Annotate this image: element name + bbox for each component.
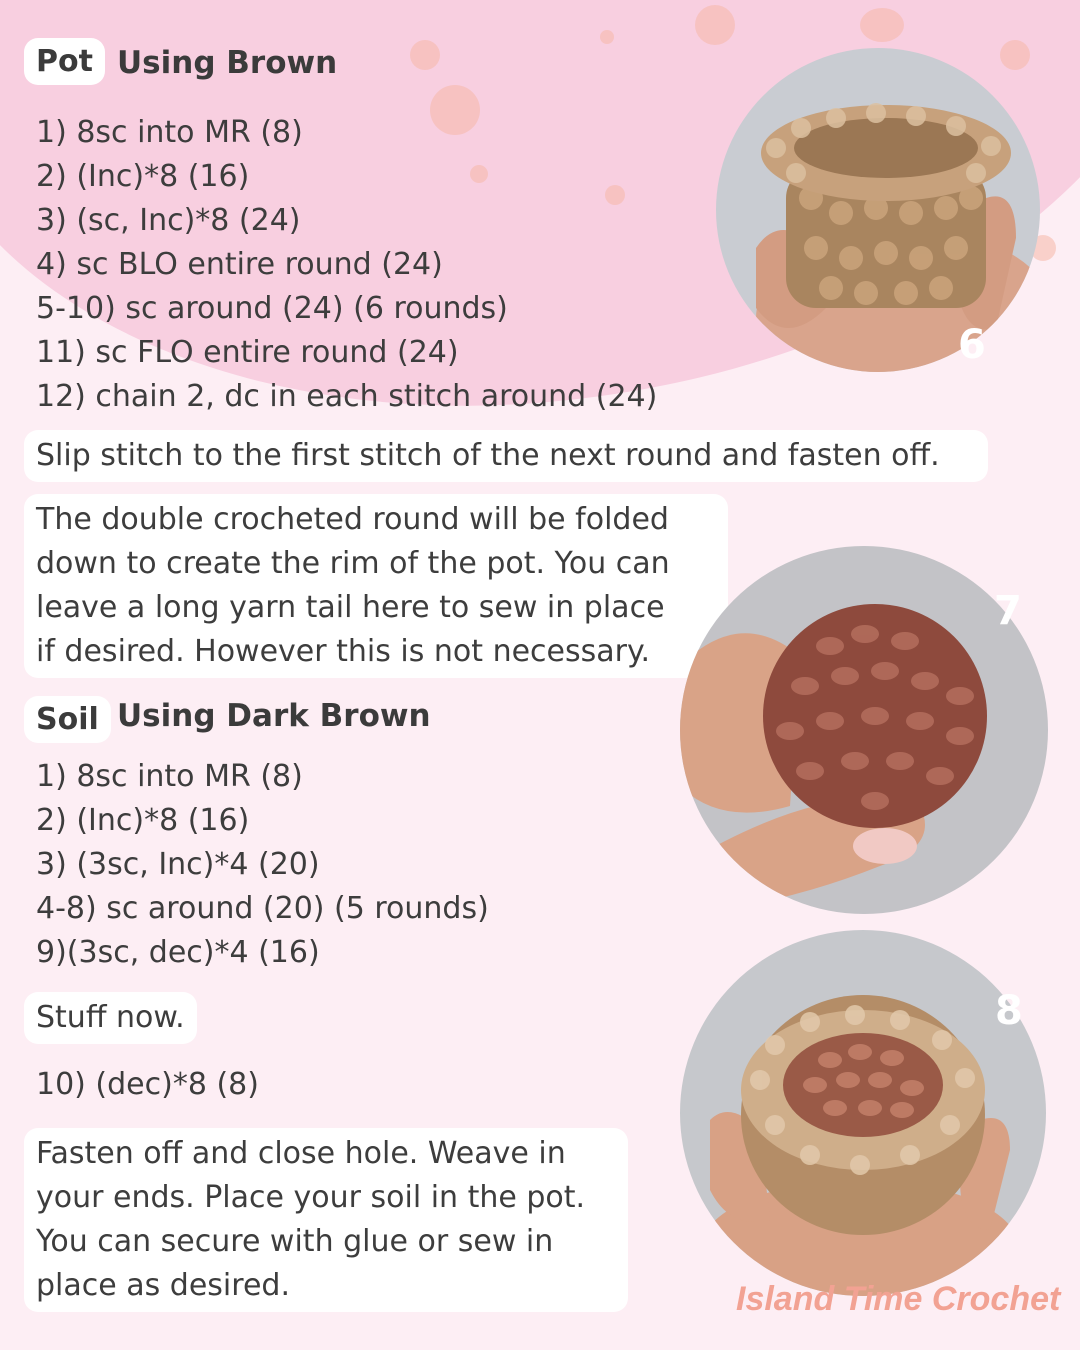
- pot-fold-note: [24, 494, 728, 678]
- stuff-note: Stuff now.: [24, 992, 197, 1044]
- pot-section-title: Using Brown: [117, 45, 338, 81]
- note-line: your ends. Place your soil in the pot.: [36, 1180, 586, 1215]
- soil-step: 4-8) sc around (20) (5 rounds): [36, 891, 489, 926]
- soil-step: 1) 8sc into MR (8): [36, 759, 303, 794]
- note-line: The double crocheted round will be folded: [36, 502, 669, 537]
- final-note: [24, 1128, 628, 1312]
- pot-photo: [716, 48, 1040, 372]
- paint-splat: [410, 40, 440, 70]
- photo-number: 6: [958, 322, 986, 368]
- soil-step: 10) (dec)*8 (8): [36, 1067, 259, 1102]
- paint-splat: [600, 30, 614, 44]
- pot-section-tag: Pot: [24, 38, 105, 85]
- note-line: Fasten off and close hole. Weave in: [36, 1136, 566, 1171]
- pot-step: 12) chain 2, dc in each stitch around (24): [36, 379, 658, 414]
- note-line: place as desired.: [36, 1268, 290, 1303]
- soil-section-title: Using Dark Brown: [117, 698, 431, 734]
- pot-finish-note: Slip stitch to the first stitch of the next round and fasten off.: [24, 430, 988, 482]
- paint-splat: [430, 85, 480, 135]
- paint-splat: [695, 5, 735, 45]
- soil-section-tag: Soil: [24, 696, 111, 743]
- pot-step: 1) 8sc into MR (8): [36, 115, 303, 150]
- soil-step: 3) (3sc, Inc)*4 (20): [36, 847, 320, 882]
- pot-step: 4) sc BLO entire round (24): [36, 247, 443, 282]
- soil-step: 9)(3sc, dec)*4 (16): [36, 935, 320, 970]
- note-line: if desired. However this is not necessary.: [36, 634, 650, 669]
- paint-splat: [1000, 40, 1030, 70]
- pot-step: 11) sc FLO entire round (24): [36, 335, 459, 370]
- pot-step: 5-10) sc around (24) (6 rounds): [36, 291, 508, 326]
- note-line: leave a long yarn tail here to sew in place: [36, 590, 665, 625]
- brand-watermark: Island Time Crochet: [736, 1280, 1061, 1318]
- photo-number: 7: [994, 588, 1022, 634]
- pot-step: 3) (sc, Inc)*8 (24): [36, 203, 301, 238]
- paint-splat: [470, 165, 488, 183]
- paint-splat: [605, 185, 625, 205]
- soil-step: 2) (Inc)*8 (16): [36, 803, 250, 838]
- finished-pot-photo: [680, 930, 1046, 1296]
- soil-photo: [680, 546, 1048, 914]
- note-line: down to create the rim of the pot. You can: [36, 546, 670, 581]
- note-line: You can secure with glue or sew in: [36, 1224, 554, 1259]
- pot-step: 2) (Inc)*8 (16): [36, 159, 250, 194]
- photo-number: 8: [995, 988, 1023, 1034]
- paint-splat: [860, 8, 904, 42]
